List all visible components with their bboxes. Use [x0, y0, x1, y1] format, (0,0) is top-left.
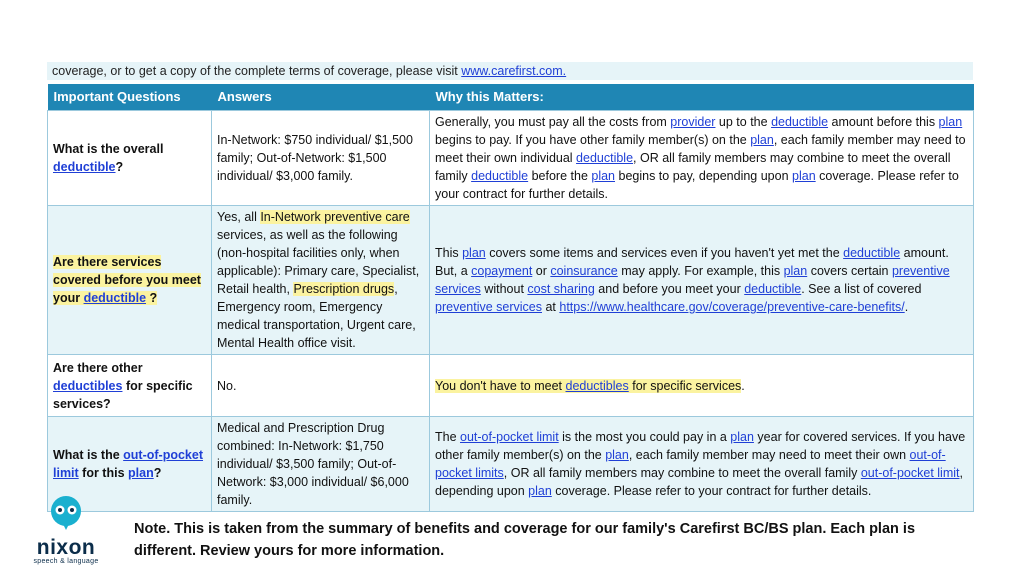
why-services-before-deductible	[430, 206, 974, 355]
why-text: coverage. Please refer to your contract for further details.	[551, 484, 872, 498]
plan-link[interactable]: plan	[128, 466, 154, 480]
deductible-link[interactable]: deductible	[471, 169, 529, 183]
answer-highlight: Prescription drugs	[293, 282, 395, 296]
deductible-link[interactable]: deductible	[744, 282, 802, 296]
why-text: begins to pay, depending upon	[615, 169, 793, 183]
provider-link[interactable]: provider	[670, 115, 716, 129]
why-highlight: for specific services	[628, 378, 742, 393]
why-text: before the	[528, 169, 592, 183]
why-out-of-pocket-limit	[430, 417, 974, 512]
plan-link[interactable]: plan	[462, 246, 486, 260]
header-answers: Answers	[212, 84, 430, 111]
out-of-pocket-limit-link[interactable]: out-of-pocket limit	[460, 430, 559, 444]
why-text: is the most you could pay in a	[558, 430, 731, 444]
answer-text: , Emergency room, Emergency medical transportation, Urgent care, Mental Health office visit.	[217, 282, 416, 350]
question-text: Are there other	[53, 360, 143, 375]
out-of-pocket-limit-link[interactable]: out-of-pocket limit	[860, 466, 960, 480]
answer-text: Yes, all	[217, 210, 261, 224]
question-text: Are there services covered before you meet your	[53, 255, 201, 305]
table-row	[48, 111, 974, 206]
plan-link[interactable]: plan	[528, 484, 552, 498]
question-text: for specific services?	[53, 378, 193, 411]
header-important-questions: Important Questions	[48, 84, 212, 111]
why-highlight: You don't have to meet	[435, 378, 566, 393]
why-text: and before you meet your	[594, 282, 745, 296]
copayment-link[interactable]: copayment	[471, 264, 533, 278]
cost-sharing-link[interactable]: cost sharing	[527, 282, 595, 296]
answer-overall-deductible: In-Network: $750 individual/ $1,500 family; Out-of-Network: $1,500 individual/ $3,000 family.	[212, 111, 430, 206]
answer-services-before-deductible	[212, 206, 430, 355]
why-text: without	[480, 282, 528, 296]
question-text: for this	[78, 466, 129, 480]
table-row	[48, 417, 974, 512]
why-overall-deductible	[430, 111, 974, 206]
coverage-table	[47, 84, 974, 512]
deductible-link[interactable]: deductible	[83, 291, 147, 305]
question-overall-deductible	[48, 111, 212, 206]
why-text: , depending upon	[435, 466, 963, 498]
why-text: , each family member may need to meet their own	[628, 448, 910, 462]
logo-name: nixon	[36, 536, 96, 559]
plan-link[interactable]: plan	[750, 133, 774, 147]
out-of-pocket-limits-link[interactable]: out-of-pocket limits	[435, 448, 946, 480]
table-row	[48, 206, 974, 355]
why-text: begins to pay. If you have other family member(s) on the	[435, 133, 751, 147]
plan-link[interactable]: plan	[730, 430, 754, 444]
logo-tagline: speech & language	[33, 558, 99, 565]
why-text: This	[435, 246, 463, 260]
why-text: at	[542, 300, 560, 314]
why-text: covers some items and services even if you haven't yet met the	[485, 246, 844, 260]
header-why-this-matters: Why this Matters:	[430, 84, 974, 111]
deductible-link[interactable]: deductible	[771, 115, 829, 129]
deductibles-link[interactable]: deductibles	[53, 378, 123, 393]
out-of-pocket-limit-link[interactable]: out-of-pocket limit	[53, 448, 204, 480]
why-text: amount before this	[828, 115, 939, 129]
plan-link[interactable]: plan	[591, 169, 616, 183]
why-text: up to the	[715, 115, 772, 129]
question-text: ?	[115, 160, 124, 174]
question-text: What is the	[53, 448, 124, 462]
carefirst-link[interactable]: www.carefirst.com.	[461, 64, 567, 78]
note-text: Note. This is taken from the summary of benefits and coverage for our family's Carefirst BC/BS plan. Each plan is different. Review yours for more information.	[134, 521, 916, 559]
question-text: What is the overall	[53, 142, 164, 156]
answer-highlight: In-Network preventive care	[260, 210, 410, 224]
coinsurance-link[interactable]: coinsurance	[550, 264, 618, 278]
answer-text: services, as well as the following (non-hospital facilities only, when applicable): Primary care, Specialist, Retail health,	[217, 228, 420, 296]
table-header-row	[48, 84, 974, 111]
why-text: Generally, you must pay all the costs from	[435, 115, 671, 129]
why-other-deductibles	[430, 355, 974, 417]
why-text: year for covered services. If you have other family member(s) on the	[435, 430, 966, 462]
why-text: .	[741, 378, 745, 393]
top-line-text	[47, 62, 973, 80]
why-text: . See a list of covered	[801, 282, 922, 296]
why-text: amount. But, a	[435, 246, 949, 278]
answer-out-of-pocket-limit: Medical and Prescription Drug combined: In-Network: $1,750 individual/ $3,500 family; Out-of-Network: $3,000 individual/ $6,000 family.	[212, 417, 430, 512]
deductible-link[interactable]: deductible	[576, 151, 634, 165]
why-text: .	[904, 300, 909, 314]
why-text: The	[435, 430, 461, 444]
question-other-deductibles	[48, 355, 212, 417]
deductible-link[interactable]: deductible	[53, 160, 116, 174]
deductible-link[interactable]: deductible	[843, 246, 901, 260]
question-services-before-deductible	[48, 206, 212, 355]
why-text: , each family member may need to meet their own individual	[435, 133, 966, 165]
why-text: , OR all family members may combine to meet the overall family	[435, 151, 951, 183]
plan-link[interactable]: plan	[938, 115, 963, 129]
healthcare-gov-link[interactable]: https://www.healthcare.gov/coverage/preventive-care-benefits/	[559, 300, 905, 314]
question-text: ?	[146, 291, 158, 305]
why-text: or	[532, 264, 551, 278]
plan-link[interactable]: plan	[783, 264, 808, 278]
why-text: covers certain	[807, 264, 892, 278]
why-text: coverage. Please refer to your contract for further details.	[435, 169, 959, 201]
deductibles-link[interactable]: deductibles	[565, 378, 629, 393]
preventive-services-link[interactable]: preventive services	[435, 300, 542, 314]
answer-other-deductibles: No.	[212, 355, 430, 417]
table-row	[48, 355, 974, 417]
why-text: may apply. For example, this	[617, 264, 784, 278]
preventive-services-link[interactable]: preventive services	[435, 264, 950, 296]
why-text: , OR all family members may combine to meet the overall family	[503, 466, 861, 480]
question-text: ?	[153, 466, 162, 480]
top-line-prefix: coverage, or to get a copy of the complete terms of coverage, please visit	[52, 64, 462, 78]
plan-link[interactable]: plan	[792, 169, 816, 183]
plan-link[interactable]: plan	[605, 448, 629, 462]
